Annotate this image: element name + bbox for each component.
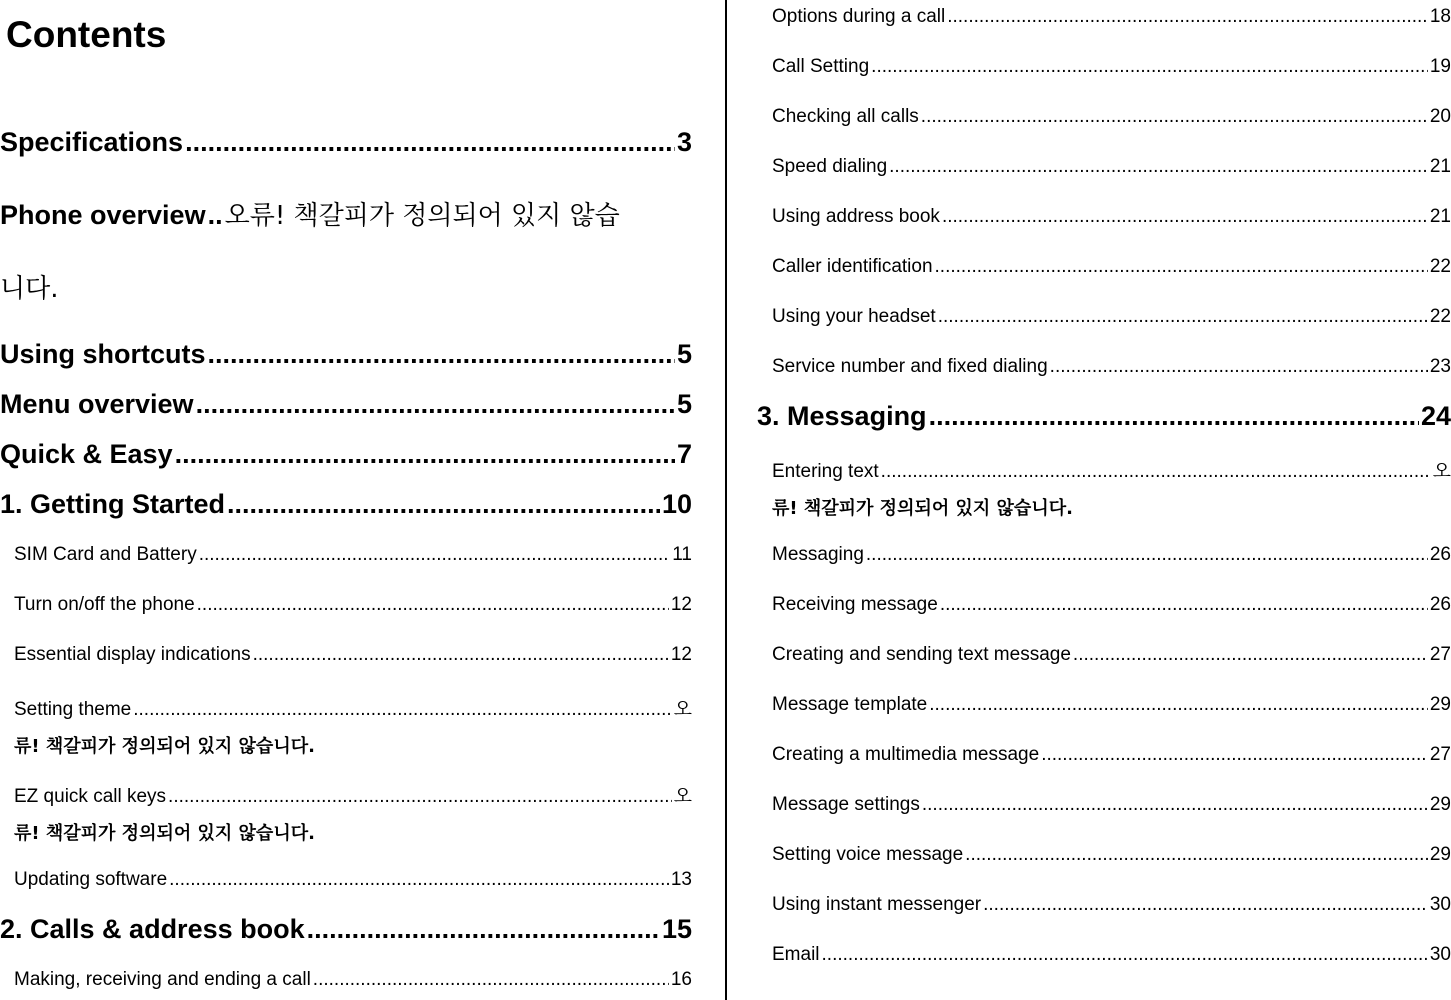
toc-page-number: 3: [676, 127, 692, 157]
toc-leader-dots: [196, 389, 675, 420]
toc-leader-dots: [942, 206, 1428, 228]
toc-entry-updating-software[interactable]: [14, 869, 692, 891]
toc-leader-dots: [197, 594, 669, 616]
toc-entry-phone-overview[interactable]: Phone overview .. 오류! 책갈피가 정의되어 있지 않습: [0, 195, 692, 232]
toc-entry-instant-messenger[interactable]: [772, 894, 1451, 916]
toc-leader-dots: [822, 944, 1428, 966]
toc-left-column: [0, 0, 692, 1000]
toc-leader-dots: [929, 401, 1419, 432]
toc-entry-checking-all-calls[interactable]: [772, 106, 1451, 128]
toc-entry-label: Using instant messenger: [772, 894, 982, 915]
toc-leader-dots: [922, 794, 1428, 816]
toc-leader-dots: [866, 544, 1428, 566]
toc-entry-label: Phone overview: [0, 200, 206, 230]
toc-entry-turn-on-off[interactable]: [14, 594, 692, 616]
toc-leader-dots: [938, 306, 1428, 328]
toc-page-number: 18: [1429, 6, 1451, 27]
toc-leader-dots: [947, 6, 1428, 28]
toc-leader-dots: [169, 869, 669, 891]
toc-entry-label: Menu overview: [0, 389, 194, 419]
toc-entry-label: Message settings: [772, 794, 920, 815]
toc-page-number: 22: [1429, 306, 1451, 327]
toc-leader-dots: [889, 156, 1428, 178]
toc-page-number: 26: [1429, 594, 1451, 615]
toc-entry-label: Using address book: [772, 206, 940, 227]
toc-entry-calls-address-book[interactable]: [0, 914, 692, 945]
toc-error-text: 오류! 책갈피가 정의되어 있지 않습: [224, 201, 620, 231]
toc-entry-email[interactable]: [772, 944, 1451, 966]
toc-page-number: 19: [1429, 56, 1451, 77]
toc-page-number: 15: [661, 914, 692, 944]
toc-entry-label: Checking all calls: [772, 106, 919, 127]
toc-page-number: 5: [676, 389, 692, 419]
toc-entry-label: Caller identification: [772, 256, 933, 277]
toc-entry-label: Quick & Easy: [0, 439, 173, 469]
toc-entry-label: Making, receiving and ending a call: [14, 969, 311, 990]
toc-leader-dots: [307, 914, 660, 945]
toc-entry-message-template[interactable]: [772, 694, 1451, 716]
toc-error-text: 오: [673, 785, 692, 807]
toc-entry-quick-easy[interactable]: [0, 439, 692, 470]
toc-error-continuation: 류! 책갈피가 정의되어 있지 않습니다.: [772, 498, 1073, 519]
toc-entry-label: Specifications: [0, 127, 184, 157]
toc-page-number: 20: [1429, 106, 1451, 127]
toc-page-number: 7: [676, 439, 692, 469]
toc-entry-label: Email: [772, 944, 820, 965]
toc-leader-dots: [871, 56, 1428, 78]
toc-entry-essential-display[interactable]: [14, 644, 692, 666]
toc-entry-setting-voice-message[interactable]: [772, 844, 1451, 866]
toc-entry-label: Using shortcuts: [0, 339, 206, 369]
toc-entry-label: Updating software: [14, 869, 168, 890]
toc-page-number: 21: [1429, 206, 1451, 227]
toc-leader-dots: [168, 786, 672, 808]
toc-entry-label: Creating and sending text message: [772, 644, 1071, 665]
toc-entry-label: Message template: [772, 694, 928, 715]
toc-entry-caller-identification[interactable]: [772, 256, 1451, 278]
toc-entry-sim-card[interactable]: [14, 544, 692, 566]
toc-leader-dots: [1050, 356, 1428, 378]
toc-entry-label: Call Setting: [772, 56, 870, 77]
toc-entry-label: Speed dialing: [772, 156, 888, 177]
toc-entry-specifications[interactable]: [0, 127, 692, 158]
toc-entry-label: 1. Getting Started: [0, 489, 226, 519]
toc-page-number: 10: [661, 489, 692, 519]
toc-entry-speed-dialing[interactable]: [772, 156, 1451, 178]
toc-entry-options-during-call[interactable]: [772, 6, 1451, 28]
toc-entry-creating-sending-text[interactable]: [772, 644, 1451, 666]
toc-leader-dots: [983, 894, 1428, 916]
toc-page-number: 30: [1429, 944, 1451, 965]
toc-entry-message-settings[interactable]: [772, 794, 1451, 816]
toc-leader-dots: [1073, 644, 1428, 666]
toc-leader-dots: [175, 439, 675, 470]
toc-entry-setting-theme[interactable]: [14, 694, 692, 721]
toc-entry-label: Essential display indications: [14, 644, 251, 665]
column-divider: [725, 0, 727, 1000]
toc-page-number: 13: [670, 869, 692, 890]
toc-error-continuation: 류! 책갈피가 정의되어 있지 않습니다.: [14, 736, 315, 757]
toc-error-continuation: 니다.: [0, 274, 59, 304]
toc-entry-label: Using your headset: [772, 306, 936, 327]
toc-leader-dots: [929, 694, 1428, 716]
toc-entry-label: 2. Calls & address book: [0, 914, 305, 944]
toc-page-number: 23: [1429, 356, 1451, 377]
toc-title: Contents: [6, 14, 167, 55]
toc-entry-using-address-book[interactable]: [772, 206, 1451, 228]
toc-entry-receiving-message[interactable]: [772, 594, 1451, 616]
toc-entry-label: Messaging: [772, 544, 864, 565]
toc-leader-dots: [921, 106, 1428, 128]
toc-page-number: 21: [1429, 156, 1451, 177]
toc-right-column: [757, 0, 1451, 1000]
toc-entry-creating-multimedia[interactable]: [772, 744, 1451, 766]
toc-leader-dots: [313, 969, 669, 991]
toc-entry-label: Service number and fixed dialing: [772, 356, 1048, 377]
toc-page-number: 24: [1420, 401, 1451, 431]
toc-leader-dots: [133, 699, 671, 721]
toc-leader-dots: [940, 594, 1428, 616]
toc-leader-dots: [227, 489, 660, 520]
toc-page-number: 11: [672, 544, 692, 565]
toc-page-number: 5: [676, 339, 692, 369]
toc-leader-dots: [1041, 744, 1428, 766]
toc-entry-menu-overview[interactable]: [0, 389, 692, 420]
toc-entry-label: SIM Card and Battery: [14, 544, 197, 565]
toc-page-number: 27: [1429, 744, 1451, 765]
toc-error-continuation: 류! 책갈피가 정의되어 있지 않습니다.: [14, 823, 315, 844]
toc-leader-dots: [185, 127, 675, 158]
toc-entry-call-setting[interactable]: [772, 56, 1451, 78]
toc-entry-label: 3. Messaging: [757, 401, 927, 431]
toc-entry-label: EZ quick call keys: [14, 786, 167, 807]
toc-entry-ez-quick-call[interactable]: [14, 781, 692, 808]
toc-entry-label: Setting voice message: [772, 844, 964, 865]
toc-page-number: 29: [1429, 694, 1451, 715]
toc-page-number: 30: [1429, 894, 1451, 915]
toc-entry-messaging-chapter[interactable]: [757, 401, 1451, 432]
toc-page-number: 22: [1429, 256, 1451, 277]
toc-entry-getting-started[interactable]: [0, 489, 692, 520]
toc-entry-entering-text[interactable]: [772, 456, 1451, 483]
toc-leader-dots: [965, 844, 1428, 866]
toc-entry-label: Turn on/off the phone: [14, 594, 195, 615]
toc-page-number: 29: [1429, 844, 1451, 865]
toc-entry-service-number[interactable]: [772, 356, 1451, 378]
toc-entry-label: Receiving message: [772, 594, 938, 615]
toc-page-number: 12: [670, 594, 692, 615]
toc-entry-label: Options during a call: [772, 6, 946, 27]
toc-page-number: 26: [1429, 544, 1451, 565]
toc-page-number: 29: [1429, 794, 1451, 815]
toc-leader-dots: [881, 461, 1431, 483]
toc-entry-label: Creating a multimedia message: [772, 744, 1040, 765]
toc-entry-label: Entering text: [772, 461, 879, 482]
toc-leader-dots: [253, 644, 669, 666]
toc-entry-label: Setting theme: [14, 699, 132, 720]
toc-error-text: 오: [1432, 460, 1451, 482]
toc-leader-dots: [199, 544, 671, 566]
toc-entry-using-shortcuts[interactable]: [0, 339, 692, 370]
toc-entry-messaging[interactable]: [772, 544, 1451, 566]
toc-entry-using-headset[interactable]: [772, 306, 1451, 328]
toc-entry-making-receiving[interactable]: [14, 969, 692, 991]
toc-error-text: 오: [673, 698, 692, 720]
toc-page-number: 16: [670, 969, 692, 990]
toc-leader-dots: [208, 339, 675, 370]
toc-page-number: 12: [670, 644, 692, 665]
toc-leader-dots: [935, 256, 1428, 278]
toc-page-number: 27: [1429, 644, 1451, 665]
